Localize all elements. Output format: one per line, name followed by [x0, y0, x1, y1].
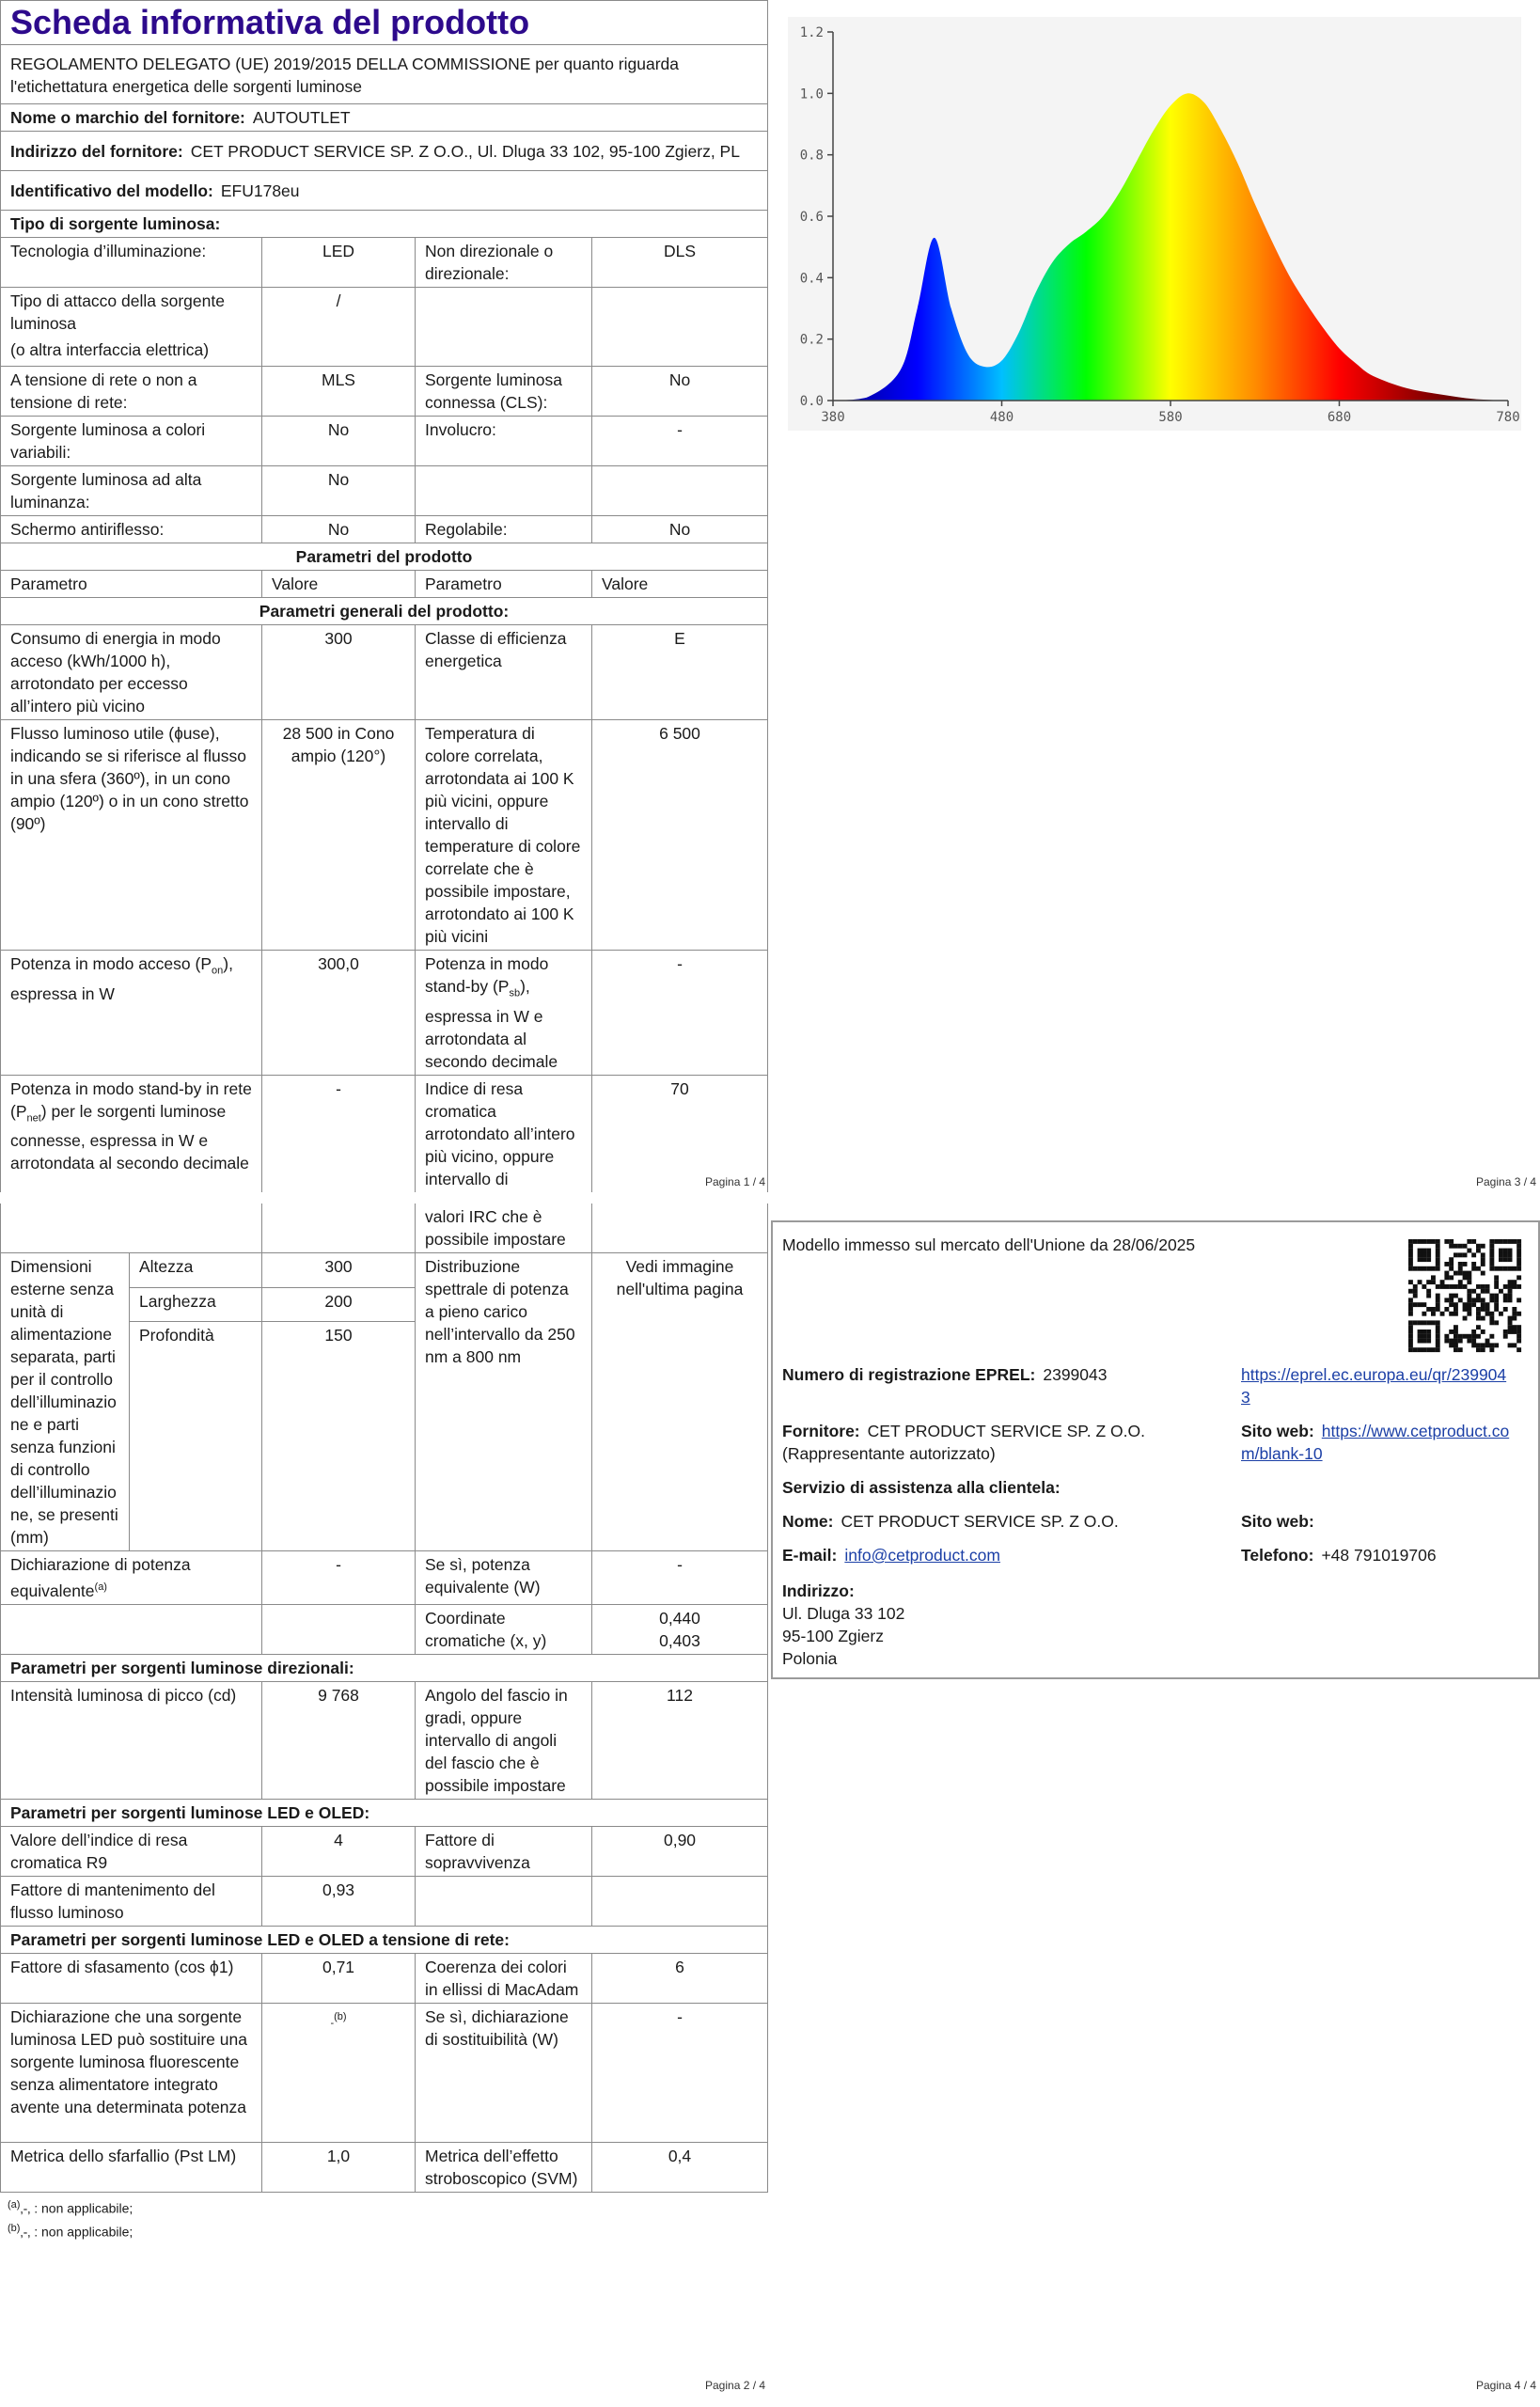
psb-value: - — [592, 951, 768, 1076]
survival-label: Fattore di sopravvivenza — [416, 1826, 592, 1876]
y-tick-label: 0.4 — [799, 271, 824, 287]
cs-email-link[interactable]: info@cetproduct.com — [844, 1546, 1000, 1565]
flicker-value: 1,0 — [262, 2142, 416, 2192]
pon-label-b: ), espressa in W — [10, 954, 233, 1003]
footnote-a — [8, 2195, 762, 2219]
y-tick-label: 0.8 — [799, 148, 824, 164]
cs-name: CET PRODUCT SERVICE SP. Z O.O. — [841, 1512, 1119, 1531]
depth-label: Profondità — [130, 1322, 262, 1551]
dpf-label: Fattore di sfasamento (cos ϕ1) — [1, 1953, 262, 2003]
supplier-address-row — [1, 132, 768, 171]
replace-w-value: - — [592, 2003, 768, 2142]
stroboscopic-label: Metrica dell’effetto stroboscopico (SVM) — [416, 2142, 592, 2192]
supplier-address-label: Indirizzo del fornitore: — [10, 142, 183, 161]
page-title: Scheda informativa del prodotto — [10, 3, 530, 41]
led-mains-header: Parametri per sorgenti luminose LED e OLED a tensione di rete: — [1, 1926, 768, 1953]
eprel-link[interactable] — [1241, 1363, 1514, 1408]
x-tick-label: 480 — [989, 410, 1014, 425]
cs-name-row — [782, 1510, 1119, 1533]
width-value: 200 — [262, 1287, 416, 1322]
lumen-maint-value: 0,93 — [262, 1876, 416, 1926]
page-number-2: Pagina 2 / 4 — [705, 2379, 766, 2392]
website-link[interactable]: https://www.cetproduct.com/blank-10 — [1241, 1422, 1510, 1463]
x-tick-label: 580 — [1158, 410, 1183, 425]
connected-label: Sorgente luminosa connessa (CLS): — [416, 367, 592, 417]
qr-code-icon[interactable] — [1408, 1239, 1521, 1352]
colour-tunable-label: Sorgente luminosa a colori variabili: — [1, 417, 262, 466]
y-tick-label: 1.2 — [799, 25, 824, 40]
pnet-label-a: Potenza in modo stand-by in rete (P — [10, 1078, 252, 1121]
dimensions-label: Dimensioni esterne senza unità di alimentazione separata, parti per il controllo dell’illuminazione e parti senza funzioni di controllo dell’illuminazione, se presenti (mm) — [1, 1253, 130, 1551]
mains-value: MLS — [262, 367, 416, 417]
title-cell — [1, 1, 768, 45]
lumen-maint-label: Fattore di mantenimento del flusso luminoso — [1, 1876, 262, 1926]
footnote-a-mark: (a) — [8, 2198, 21, 2210]
customer-service-header: Servizio di assistenza alla clientela: — [782, 1478, 1061, 1497]
empty-cell — [416, 466, 592, 516]
eprel-link-text[interactable]: https://eprel.ec.europa.eu/qr/2399043 — [1241, 1365, 1507, 1407]
pon-value: 300,0 — [262, 951, 416, 1076]
cs-name-label: Nome: — [782, 1512, 834, 1531]
equiv-value: - — [262, 1551, 416, 1605]
supplier-label: Fornitore: — [782, 1422, 860, 1440]
dpf-value: 0,71 — [262, 1953, 416, 2003]
survival-value: 0,90 — [592, 1826, 768, 1876]
cct-value: 6 500 — [592, 720, 768, 951]
dimmable-label: Regolabile: — [416, 516, 592, 543]
chroma-label: Coordinate cromatiche (x, y) — [416, 1604, 592, 1654]
cs-phone: +48 791019706 — [1321, 1546, 1437, 1565]
cap-type-label: Tipo di attacco della sorgente luminosa — [10, 291, 225, 333]
stroboscopic-value: 0,4 — [592, 2142, 768, 2192]
col-param-header: Parametro — [1, 571, 262, 598]
replace-value-text: - — [330, 2017, 335, 2029]
mains-label: A tensione di rete o non a tensione di rete: — [1, 367, 262, 417]
page-number-4: Pagina 4 / 4 — [1476, 2379, 1537, 2392]
footnote-a-text: ‚-‚ : non applicabile; — [20, 2200, 134, 2216]
pon-label — [1, 951, 262, 1076]
y-tick-label: 0.0 — [799, 394, 824, 409]
empty-cell — [592, 466, 768, 516]
chroma-y: 0,403 — [659, 1630, 700, 1650]
pon-label-a: Potenza in modo acceso (P — [10, 954, 212, 973]
address-line-2: 95-100 Zgierz — [782, 1627, 884, 1645]
empty-cell — [592, 288, 768, 367]
empty-cell — [416, 288, 592, 367]
website-row — [1241, 1420, 1523, 1465]
footnote-b-mark: (b) — [8, 2223, 21, 2235]
peak-value: 9 768 — [262, 1681, 416, 1799]
supplier-name: AUTOUTLET — [252, 108, 351, 127]
envelope-value: - — [592, 417, 768, 466]
macadam-label: Coerenza dei colori in ellissi di MacAdam — [416, 1953, 592, 2003]
high-luminance-value: No — [262, 466, 416, 516]
x-tick-label: 380 — [821, 410, 845, 425]
psb-label-a: Potenza in modo stand-by (P — [425, 954, 549, 996]
model-label: Identificativo del modello: — [10, 181, 213, 200]
efficiency-class-label: Classe di efficienza energetica — [416, 625, 592, 720]
equiv-label-text: Dichiarazione di potenza equivalente — [10, 1555, 191, 1600]
spectrum-chart-svg — [788, 17, 1521, 431]
empty-cell — [1, 1204, 262, 1253]
peak-label: Intensità luminosa di picco (cd) — [1, 1681, 262, 1799]
source-type-header: Tipo di sorgente luminosa: — [1, 211, 768, 238]
flicker-label: Metrica dello sfarfallio (Pst LM) — [1, 2142, 262, 2192]
eprel-info-box — [771, 1220, 1540, 1679]
flux-value: 28 500 in Cono ampio (120°) — [262, 720, 416, 951]
col-value-header: Valore — [262, 571, 416, 598]
pon-sub: on — [212, 965, 224, 977]
footnotes — [0, 2193, 769, 2244]
product-params-header: Parametri del prodotto — [1, 543, 768, 571]
psb-label — [416, 951, 592, 1076]
chroma-values — [592, 1604, 768, 1654]
non-directional-label: Non direzionale o direzionale: — [416, 238, 592, 288]
replace-value — [262, 2003, 416, 2142]
cap-type-sublabel: (o altra interfaccia elettrica) — [10, 340, 210, 359]
product-sheet-table-p1 — [0, 0, 768, 1192]
model-row — [1, 171, 768, 211]
width-label: Larghezza — [130, 1287, 262, 1322]
model-id: EFU178eu — [220, 181, 300, 200]
antiglare-value: No — [262, 516, 416, 543]
psb-label-b: ), espressa in W e arrotondata al secondo decimale — [425, 977, 558, 1071]
pnet-label — [1, 1075, 262, 1192]
lighting-tech-label: Tecnologia d’illuminazione: — [1, 238, 262, 288]
supplier-value: CET PRODUCT SERVICE SP. Z O.O. (Rappresentante autorizzato) — [782, 1422, 1145, 1463]
empty-cell — [592, 1204, 768, 1253]
antiglare-label: Schermo antiriflesso: — [1, 516, 262, 543]
equiv-label — [1, 1551, 262, 1605]
supplier-row — [782, 1420, 1224, 1465]
page-number-1: Pagina 1 / 4 — [705, 1175, 766, 1188]
supplier-name-row — [1, 104, 768, 132]
cri-label: Indice di resa cromatica arrotondato all’intero più vicino, oppure intervallo di — [416, 1075, 592, 1192]
cri-value: 70 — [592, 1075, 768, 1192]
spectrum-chart — [788, 17, 1521, 431]
led-header: Parametri per sorgenti luminose LED e OLED: — [1, 1799, 768, 1826]
page-number-3: Pagina 3 / 4 — [1476, 1175, 1537, 1188]
y-tick-label: 0.6 — [799, 210, 824, 225]
replace-label: Dichiarazione che una sorgente luminosa LED può sostituire una sorgente luminosa fluorescente senza alimentatore integrato avente una determinata potenza — [1, 2003, 262, 2142]
empty-cell — [592, 1876, 768, 1926]
empty-cell — [416, 1876, 592, 1926]
cs-phone-label: Telefono: — [1241, 1546, 1314, 1565]
address-line-1: Ul. Dluga 33 102 — [782, 1604, 905, 1623]
spd-value: Vedi immagine nell'ultima pagina — [592, 1253, 768, 1551]
r9-label: Valore dell’indice di resa cromatica R9 — [1, 1826, 262, 1876]
replace-w-label: Se sì, dichiarazione di sostituibilità (W) — [416, 2003, 592, 2142]
directional-header: Parametri per sorgenti luminose direzionali: — [1, 1654, 768, 1681]
supplier-name-label: Nome o marchio del fornitore: — [10, 108, 245, 127]
chroma-x: 0,440 — [659, 1608, 700, 1628]
replace-footnote-ref: (b) — [334, 2010, 347, 2022]
r9-value: 4 — [262, 1826, 416, 1876]
efficiency-class-value: E — [592, 625, 768, 720]
cap-type-label-cell — [1, 288, 262, 367]
reg-label: Numero di registrazione EPREL: — [782, 1365, 1036, 1384]
x-tick-label: 680 — [1327, 410, 1352, 425]
psb-sub: sb — [509, 987, 521, 999]
page-2 — [0, 1204, 769, 2349]
equiv-w-label: Se sì, potenza equivalente (W) — [416, 1551, 592, 1605]
cri-label-cont: valori IRC che è possibile impostare — [416, 1204, 592, 1253]
col-value-header: Valore — [592, 571, 768, 598]
address-label: Indirizzo: — [782, 1581, 855, 1600]
high-luminance-label: Sorgente luminosa ad alta luminanza: — [1, 466, 262, 516]
placed-on-market: Modello immesso sul mercato dell'Unione da 28/06/2025 — [782, 1235, 1196, 1254]
equiv-footnote-ref: (a) — [94, 1581, 107, 1593]
cs-phone-row — [1241, 1544, 1437, 1566]
pnet-sub: net — [26, 1112, 41, 1124]
macadam-value: 6 — [592, 1953, 768, 2003]
empty-cell — [262, 1204, 416, 1253]
cap-type-value: / — [262, 288, 416, 367]
connected-value: No — [592, 367, 768, 417]
cs-email-row — [782, 1544, 1000, 1566]
colour-tunable-value: No — [262, 417, 416, 466]
footnote-b-text: ‚-‚ : non applicabile; — [20, 2225, 134, 2241]
lighting-tech-value: LED — [262, 238, 416, 288]
cs-website-label: Sito web: — [1241, 1512, 1314, 1531]
empty-cell — [262, 1604, 416, 1654]
equiv-w-value: - — [592, 1551, 768, 1605]
pnet-value: - — [262, 1075, 416, 1192]
energy-value: 300 — [262, 625, 416, 720]
height-label: Altezza — [130, 1253, 262, 1288]
regulation-text: REGOLAMENTO DELEGATO (UE) 2019/2015 DELLA COMMISSIONE per quanto riguarda l'etichettatura energetica delle sorgenti luminose — [1, 45, 768, 104]
spd-label: Distribuzione spettrale di potenza a pieno carico nell’intervallo da 250 nm a 800 nm — [416, 1253, 592, 1551]
address-line-3: Polonia — [782, 1649, 838, 1668]
cs-website-row — [1241, 1510, 1322, 1533]
cct-label: Temperatura di colore correlata, arrotondata ai 100 K più vicini, oppure intervallo di temperature di colore correlate che è possibile impostare, arrotondato ai 100 K più vicini — [416, 720, 592, 951]
supplier-address: CET PRODUCT SERVICE SP. Z O.O., Ul. Dluga 33 102, 95-100 Zgierz, PL — [190, 142, 740, 161]
cs-email-label: E-mail: — [782, 1546, 838, 1565]
height-value: 300 — [262, 1253, 416, 1288]
beam-value: 112 — [592, 1681, 768, 1799]
website-label: Sito web: — [1241, 1422, 1314, 1440]
product-sheet-table-p2 — [0, 1204, 768, 2193]
flux-label: Flusso luminoso utile (ɸuse), indicando se si riferisce al flusso in una sfera (360º), in un cono ampio (120º) o in un cono stretto (90º) — [1, 720, 262, 951]
x-tick-label: 780 — [1496, 410, 1520, 425]
empty-cell — [1, 1604, 262, 1654]
energy-label: Consumo di energia in modo acceso (kWh/1000 h), arrotondato per eccesso all’intero più vicino — [1, 625, 262, 720]
footnote-b — [8, 2218, 762, 2242]
depth-value: 150 — [262, 1322, 416, 1551]
reg-number: 2399043 — [1043, 1365, 1108, 1384]
envelope-label: Involucro: — [416, 417, 592, 466]
eprel-reg-row — [782, 1363, 1108, 1386]
non-directional-value: DLS — [592, 238, 768, 288]
pnet-label-b: ) per le sorgenti luminose connesse, espressa in W e arrotondata al secondo decimale — [10, 1101, 249, 1172]
col-param-header: Parametro — [416, 571, 592, 598]
general-params-header: Parametri generali del prodotto: — [1, 598, 768, 625]
y-tick-label: 0.2 — [799, 332, 824, 348]
dimmable-value: No — [592, 516, 768, 543]
y-tick-label: 1.0 — [799, 87, 824, 102]
beam-label: Angolo del fascio in gradi, oppure intervallo di angoli del fascio che è possibile impostare — [416, 1681, 592, 1799]
